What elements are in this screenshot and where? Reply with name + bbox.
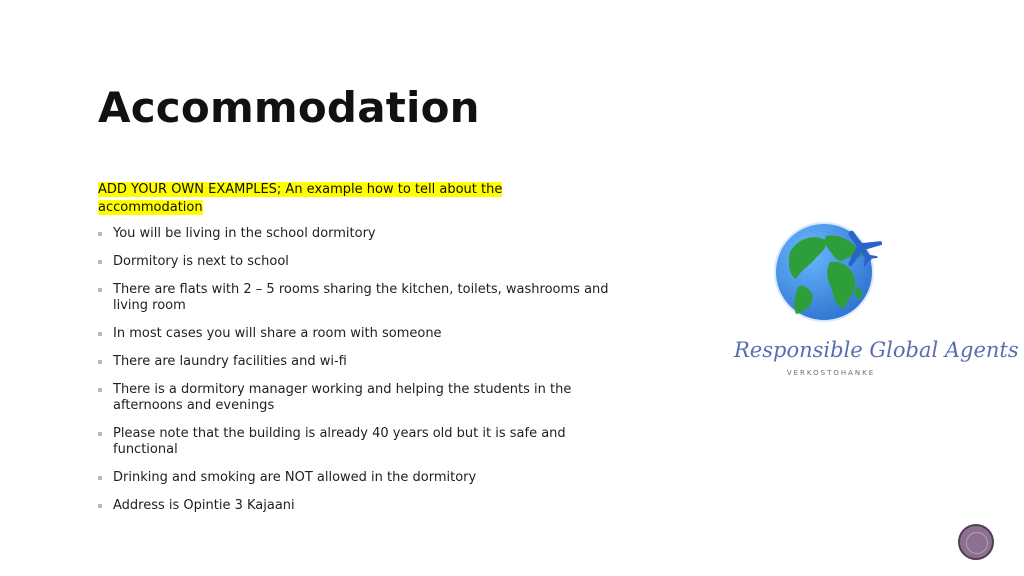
bullet-text: There are flats with 2 – 5 rooms sharing the kitchen, toilets, washrooms and living room bbox=[113, 282, 609, 313]
bullet-text: There is a dormitory manager working and helping the students in the afternoons and evenings bbox=[113, 382, 572, 413]
intro-line-1: ADD YOUR OWN EXAMPLES; An example how to tell about the bbox=[98, 182, 503, 197]
bullet-square-icon bbox=[98, 332, 102, 336]
bullet-item bbox=[98, 470, 623, 486]
bullet-item bbox=[98, 326, 623, 342]
bullet-text: In most cases you will share a room with someone bbox=[113, 326, 442, 341]
bullet-item bbox=[98, 282, 623, 314]
bullet-item bbox=[98, 254, 623, 270]
bullet-list bbox=[98, 226, 628, 514]
bullet-text: There are laundry facilities and wi-fi bbox=[113, 354, 347, 369]
bullet-text: Dormitory is next to school bbox=[113, 254, 289, 269]
bullet-square-icon bbox=[98, 360, 102, 364]
bullet-text: Drinking and smoking are NOT allowed in the dormitory bbox=[113, 470, 477, 485]
bullet-text: Address is Opintie 3 Kajaani bbox=[113, 498, 295, 513]
bullet-square-icon bbox=[98, 432, 102, 436]
slide-navigation-button[interactable] bbox=[958, 524, 994, 560]
bullet-square-icon bbox=[98, 288, 102, 292]
bullet-square-icon bbox=[98, 260, 102, 264]
intro-line-2: accommodation bbox=[98, 200, 203, 215]
bullet-text: You will be living in the school dormitory bbox=[113, 226, 376, 241]
bullet-item bbox=[98, 426, 623, 458]
slide-title: Accommodation bbox=[98, 83, 480, 132]
bullet-item bbox=[98, 354, 623, 370]
bullet-text: Please note that the building is already 40 years old but it is safe and functional bbox=[113, 426, 566, 457]
content-area bbox=[98, 180, 628, 526]
bullet-item bbox=[98, 226, 623, 242]
responsible-global-agents-logo bbox=[734, 218, 1019, 380]
bullet-square-icon bbox=[98, 476, 102, 480]
bullet-square-icon bbox=[98, 388, 102, 392]
intro-note bbox=[98, 180, 538, 216]
bullet-item bbox=[98, 382, 623, 414]
logo-subtitle: VERKOSTOHANKE bbox=[786, 369, 876, 377]
globe-airplane-icon bbox=[772, 218, 882, 328]
bullet-item bbox=[98, 498, 623, 514]
bullet-square-icon bbox=[98, 504, 102, 508]
bullet-square-icon bbox=[98, 232, 102, 236]
logo-name: Responsible Global Agents bbox=[734, 338, 1019, 362]
